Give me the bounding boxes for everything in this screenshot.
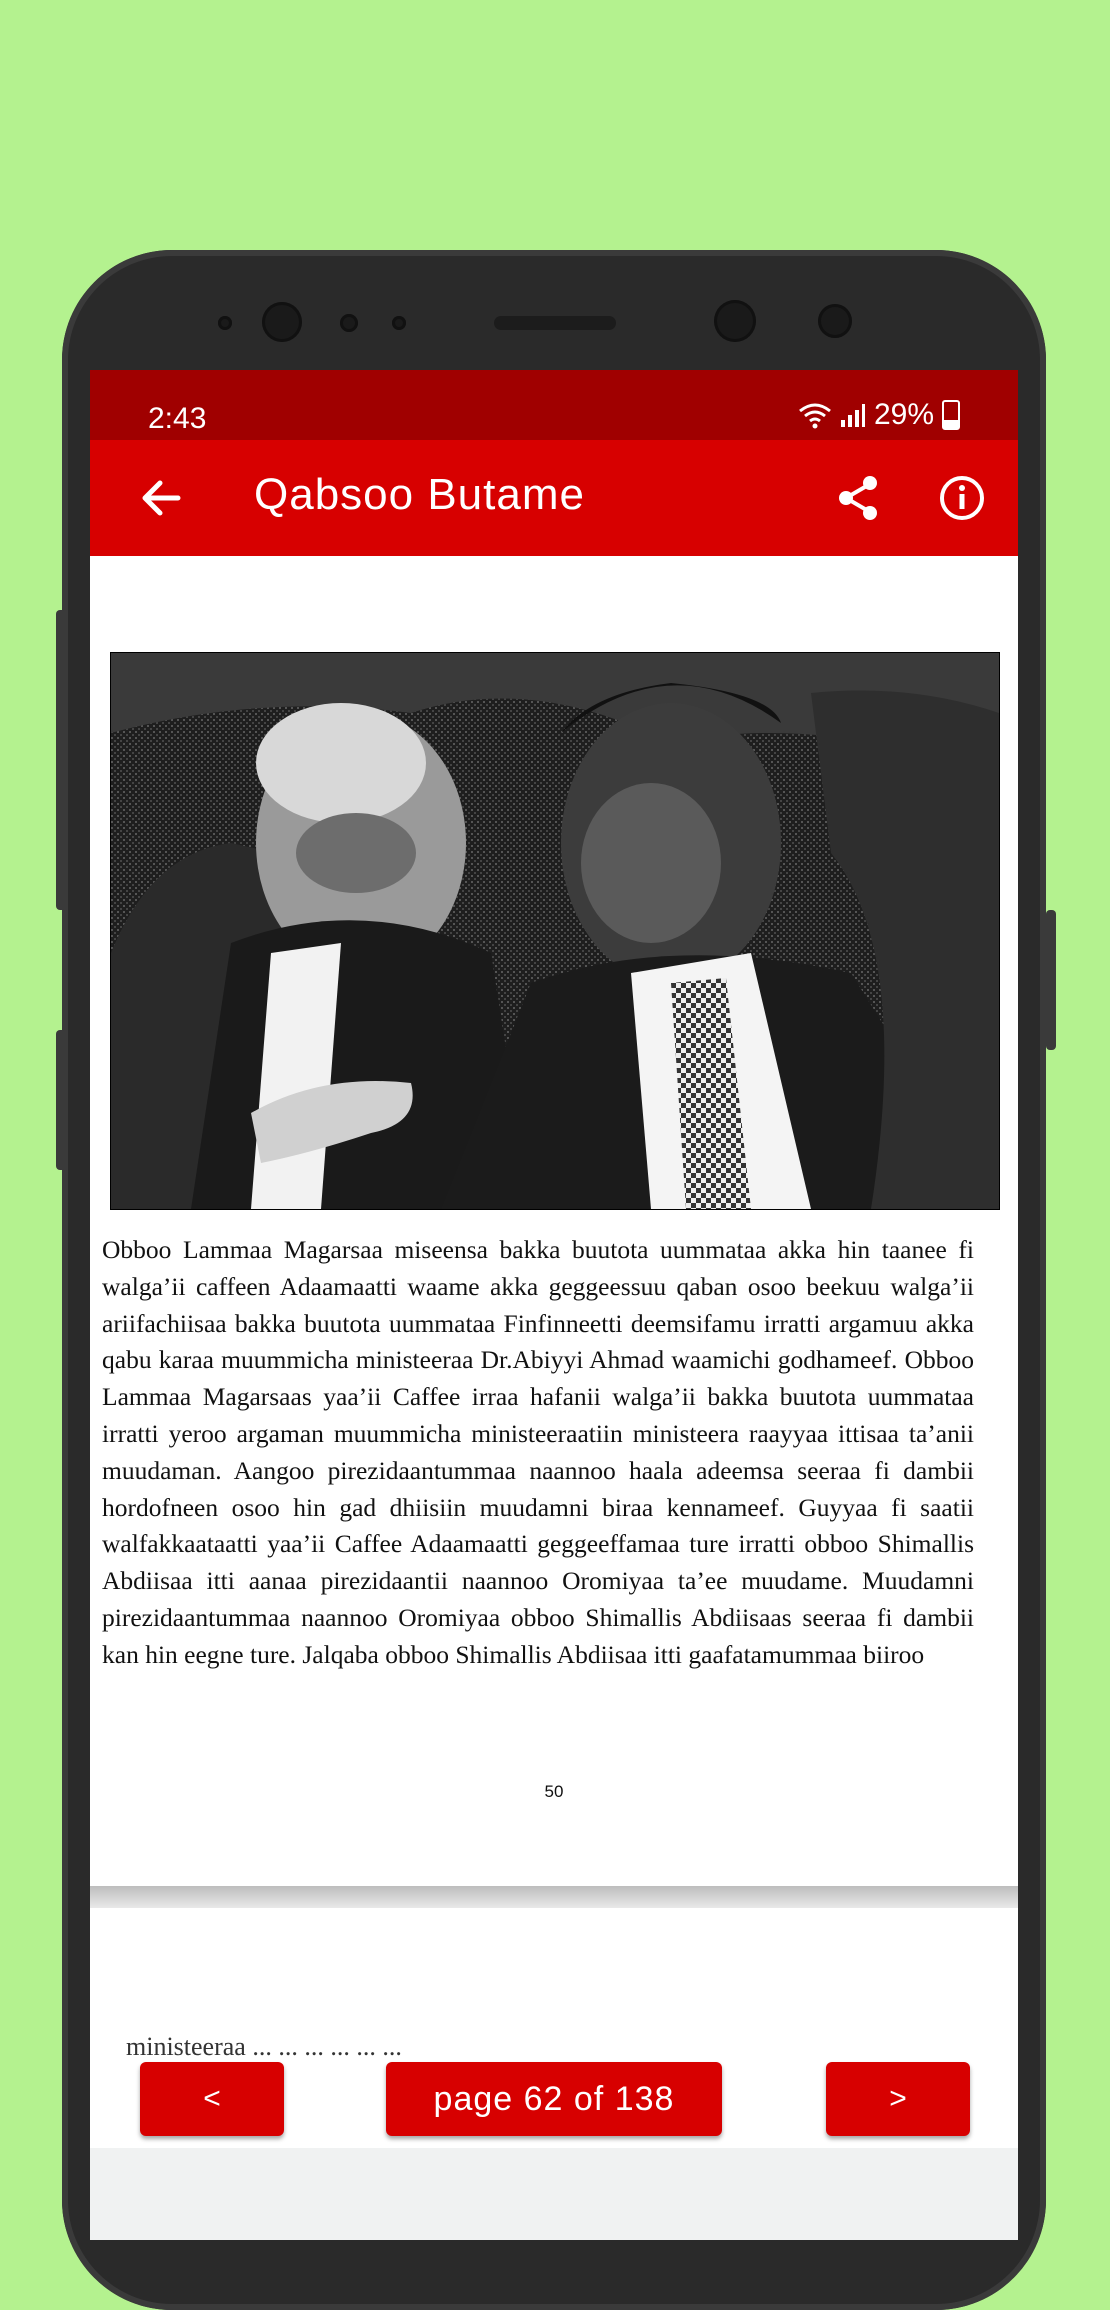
front-camera <box>262 302 302 342</box>
signal-icon <box>840 402 866 428</box>
bixby-button <box>56 1030 66 1170</box>
info-icon <box>938 474 986 522</box>
previous-page-button[interactable]: < <box>140 2062 284 2136</box>
share-button[interactable] <box>828 468 888 528</box>
page-photo <box>110 652 1000 1210</box>
wifi-icon <box>798 401 832 429</box>
sensor-dot <box>218 316 232 330</box>
share-icon <box>836 475 880 521</box>
battery-percent: 29% <box>873 398 934 431</box>
app-title: Qabsoo Butame <box>254 470 585 519</box>
sensor-dot <box>340 314 358 332</box>
iris-camera <box>714 300 756 342</box>
earpiece-speaker <box>494 316 616 330</box>
status-bar <box>90 370 1018 440</box>
next-page-fragment-text: ministeeraa ... ... ... ... ... ... <box>126 2032 402 2061</box>
screen <box>90 370 1018 2240</box>
page-number: 50 <box>544 1782 564 1801</box>
status-icons <box>798 398 960 432</box>
page-body-text: Obboo Lammaa Magarsaa miseensa bakka buutota uummataa akka hin taanee fi walga’ii caffeen Adaamaatti waame akka geggeessuu qaban osoo beekuu walga’ii ariifachiisaa bakka buutota uummataa Finfinneetti deemsifamu irratti argamuu akka qabu karaa muummicha ministeeraa Dr.Abiyyi Ahmad waamichi godhameef. Obboo Lammaa Magarsaas yaa’ii Caffee irraa hafanii walga’ii bakka buutota uummataa irratti yeroo argaman muummicha ministeeraatiin ministeera raayyaa ittisaa ta’anii muudaman. Aangoo pirezidaantummaa naannoo haala adeemsa seeraa fi dambii hordofneen osoo hin gad dhiisiin muudamni biraa kennameef. Guyyaa fi saatii walfakkaataatti yaa’ii Caffee Adaamaatti geggeeffamaa ture irratti obboo Shimallis Abdiisaa itti aanaa pirezidaantii naannoo Oromiyaa ta’ee muudame. Muudamni pirezidaantummaa naannoo Oromiyaa obboo Shimallis Abdiisaas seeraa fi dambii kan hin eegne ture. Jalqaba obboo Shimallis Abdiisaa itti gaafatamummaa biiroo <box>102 1235 974 1669</box>
page-separator <box>90 1886 1018 1908</box>
sensor-dot <box>392 316 406 330</box>
power-button <box>1046 910 1056 1050</box>
info-button[interactable] <box>932 468 992 528</box>
arrow-left-icon <box>140 480 180 516</box>
photo-image <box>111 653 999 1209</box>
iris-sensor <box>818 304 852 338</box>
status-time: 2:43 <box>148 402 207 435</box>
book-page <box>90 556 1018 1886</box>
volume-button <box>56 610 66 910</box>
app-bar <box>90 440 1018 556</box>
next-page-button[interactable]: > <box>826 2062 970 2136</box>
next-page-fragment <box>126 2032 982 2061</box>
back-button[interactable] <box>130 468 190 528</box>
system-navigation-bar <box>90 2148 1018 2240</box>
page-indicator-button[interactable]: page 62 of 138 <box>386 2062 722 2136</box>
battery-icon <box>942 400 960 430</box>
